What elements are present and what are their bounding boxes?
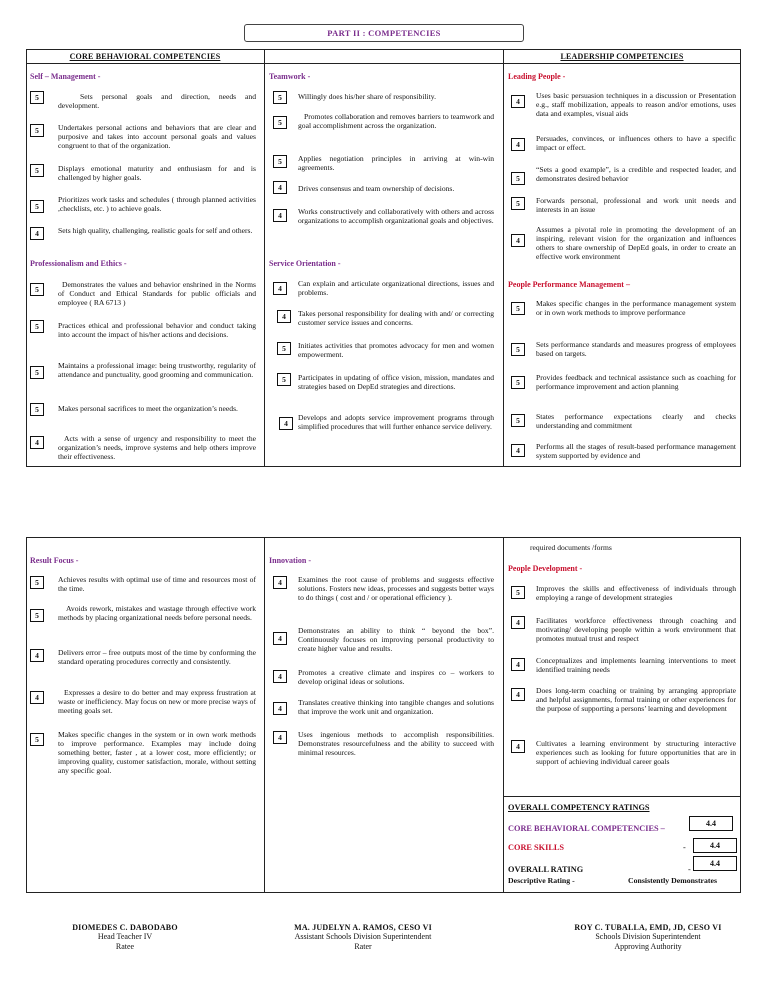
competency-text: Participates in updating of office vision, mission, mandates and strategies based on DepEd strategies and directions. [298,373,494,391]
score-box: 4 [511,444,525,457]
section-innovation: Innovation - [269,556,312,565]
competency-text: Sets performance standards and measures progress of employees based on targets. [536,340,736,358]
core-competencies-header: CORE BEHAVIORAL COMPETENCIES [69,52,221,61]
score-box: 5 [511,586,525,599]
signatory-ratee [40,923,210,951]
competency-text: Drives consensus and team ownership of decisions. [298,184,455,193]
competency-text: Delivers error – free outputs most of the time by conforming the standard operating procedures correctly and consistently. [58,648,256,666]
score-box: 5 [511,197,525,210]
competency-text: Works constructively and collaboratively with others and across organizations to accomplish organizational goals and objectives. [298,207,494,225]
competency-text: Avoids rework, mistakes and wastage through effective work methods by placing organizational needs before personal needs. [58,604,256,622]
section-teamwork: Teamwork - [269,72,311,81]
competency-text: Practices ethical and professional behavior and conduct taking into account the impact of his/her actions and decisions. [58,321,256,339]
signatory-name: ROY C. TUBALLA, EMD, JD, CESO VI [574,923,722,932]
section-people-performance: People Performance Management – [508,280,630,289]
score-box: 4 [30,436,44,449]
score-box: 4 [511,688,525,701]
score-box: 5 [273,116,287,129]
signatory-position: Schools Division Superintendent [595,932,701,942]
signatory-role: Ratee [115,941,135,951]
score-box: 5 [30,733,44,746]
competency-text: States performance expectations clearly and checks understanding and commitment [536,412,736,430]
score-box: 5 [277,342,291,355]
overall-rating-dash: - [688,865,691,874]
competency-text: Develops and adopts service improvement programs through simplified procedures that will further enhance service delivery. [298,413,494,431]
score-box: 4 [273,282,287,295]
score-box: 5 [30,91,44,104]
score-box: 5 [511,414,525,427]
score-box: 5 [511,343,525,356]
score-box: 4 [30,227,44,240]
competency-text: Sets personal goals and direction, needs and development. [58,92,256,110]
divider [503,49,504,467]
score-box: 5 [511,172,525,185]
competency-text: Achieves results with optimal use of time and resources most of the time. [58,575,256,593]
signatory-approving-authority [548,923,748,951]
competency-text: Cultivates a learning environment by structuring interactive experiences such as looking for future opportunities that are in support of achieving individual career goals [536,739,736,766]
competency-text: Acts with a sense of urgency and responsibility to meet the organization’s needs, improve systems and help others improve their effectiveness. [58,434,256,461]
section-service-orientation: Service Orientation - [269,259,341,268]
score-box: 4 [30,691,44,704]
competency-text: Provides feedback and technical assistance such as coaching for performance improvement and action planning [536,373,736,391]
descriptive-rating-label: Descriptive Rating - [508,876,575,885]
section-leading-people: Leading People - [508,72,566,81]
score-box: 5 [30,124,44,137]
signatory-role: Approving Authority [614,941,682,951]
competency-text: Prioritizes work tasks and schedules ( through planned activities ,checklists, etc. ) to achieve goals. [58,195,256,213]
score-box: 5 [30,164,44,177]
divider [503,537,504,893]
score-box: 5 [30,403,44,416]
competency-text: Undertakes personal actions and behaviors that are clear and purposive and takes into account personal goals and values congruent to that of the organization. [58,123,256,150]
core-behavioral-rating: 4.4 [689,816,733,831]
signatory-rater [268,923,458,951]
score-box: 5 [277,373,291,386]
competency-text: Uses basic persuasion techniques in a discussion or Presentation e.g., staff mobilization, appeals to reason and/or emotions, uses data and examples, visual aids [536,91,736,118]
score-box: 4 [273,731,287,744]
competency-text: Improves the skills and effectiveness of individuals through employing a range of development strategies [536,584,736,602]
competency-text: Applies negotiation principles in arriving at win-win agreements. [298,154,494,172]
signatory-position: Head Teacher IV [97,932,153,942]
section-self-management: Self – Management - [30,72,101,81]
ratings-heading: OVERALL COMPETENCY RATINGS [508,803,650,812]
score-box: 4 [277,310,291,323]
competency-text: Makes specific changes in the system or in own work methods to improve performance. Examples may include doing something better, faster , at a lower cost, more efficiently; or improving quality, customer satisfaction, morale, without setting any specific goal. [58,730,256,775]
competency-text: Willingly does his/her share of responsibility. [298,92,436,101]
competency-text: “Sets a good example”, is a credible and respected leader, and demonstrates desired behavior [536,165,736,183]
score-box: 5 [273,155,287,168]
continued-note: required documents /forms [530,543,612,552]
section-people-development: People Development - [508,564,583,573]
score-box: 5 [30,283,44,296]
competency-text: Demonstrates the values and behavior enshrined in the Norms of Conduct and Ethical Standards for public officials and employee ( RA 6713 ) [58,280,256,307]
score-box: 5 [30,200,44,213]
score-box: 4 [273,702,287,715]
signatory-name: DIOMEDES C. DABODABO [72,923,178,932]
score-box: 4 [511,234,525,247]
core-skills-rating: 4.4 [693,838,737,853]
competency-text: Persuades, convinces, or influences others to have a specific impact or effect. [536,134,736,152]
competency-text: Takes personal responsibility for dealing with and/ or correcting customer service issues and concerns. [298,309,494,327]
page-title: PART II : COMPETENCIES [244,24,524,42]
competency-text: Promotes a creative climate and inspires co – workers to develop original ideas or solutions. [298,668,494,686]
score-box: 4 [273,209,287,222]
competency-text: Can explain and articulate organizational directions, issues and problems. [298,279,494,297]
divider [503,796,741,797]
competency-text: Conceptualizes and implements learning interventions to meet identified training needs [536,656,736,674]
competency-text: Performs all the stages of result-based performance management system supported by evidence and [536,442,736,460]
score-box: 5 [511,376,525,389]
leadership-competencies-header: LEADERSHIP COMPETENCIES [560,52,684,61]
score-box: 4 [511,138,525,151]
score-box: 4 [273,181,287,194]
score-box: 5 [511,302,525,315]
core-skills-label: CORE SKILLS [508,843,565,852]
score-box: 4 [511,658,525,671]
score-box: 4 [273,632,287,645]
score-box: 4 [511,740,525,753]
score-box: 4 [511,616,525,629]
competency-text: Does long-term coaching or training by arranging appropriate and helpful assignments, formal training or other experiences for the purpose of supporting a persons’ learning and development [536,686,736,713]
score-box: 4 [273,670,287,683]
core-behavioral-label: CORE BEHAVIORAL COMPETENCIES – [508,824,665,833]
score-box: 4 [511,95,525,108]
competency-text: Uses ingenious methods to accomplish responsibilities. Demonstrates resourcefulness and the ability to succeed with minimal resources. [298,730,494,757]
signatory-name: MA. JUDELYN A. RAMOS, CESO VI [294,923,432,932]
competency-text: Examines the root cause of problems and suggests effective solutions. Fosters new ideas, processes and suggests better ways to do things ( cost and / or operational efficiency ). [298,575,494,602]
score-box: 4 [273,576,287,589]
score-box: 4 [279,417,293,430]
score-box: 4 [30,649,44,662]
overall-rating-label: OVERALL RATING [508,865,584,874]
score-box: 5 [30,576,44,589]
competency-text: Makes personal sacrifices to meet the organization’s needs. [58,404,238,413]
competency-text: Facilitates workforce effectiveness through coaching and motivating/ developing people within a work environment that promotes mutual trust and respect [536,616,736,643]
competency-text: Maintains a professional image: being trustworthy, regularity of attendance and punctuality, good grooming and communication. [58,361,256,379]
competency-text: Sets high quality, challenging, realistic goals for self and others. [58,226,253,235]
signatory-role: Rater [354,941,372,951]
score-box: 5 [30,609,44,622]
competency-text: Initiates activities that promotes advocacy for men and women empowerment. [298,341,494,359]
descriptive-rating-value: Consistently Demonstrates [628,876,718,885]
competency-text: Displays emotional maturity and enthusiasm for and is challenged by higher goals. [58,164,256,182]
divider [264,537,265,893]
overall-rating-value: 4.4 [693,856,737,871]
divider [264,49,265,467]
competency-text: Demonstrates an ability to think “ beyond the box”. Continuously focuses on improving personal productivity to create higher value and results. [298,626,494,653]
divider [26,63,741,64]
score-box: 5 [30,320,44,333]
score-box: 5 [273,91,287,104]
competency-text: Translates creative thinking into tangible changes and solutions that improve the work unit and organization. [298,698,494,716]
competency-text: Assumes a pivotal role in promoting the development of an inspiring, relevant vision for the organization and influences others to share ownership of DepEd goals, in order to create an effective work environment [536,225,736,261]
section-result-focus: Result Focus - [30,556,79,565]
score-box: 5 [30,366,44,379]
competency-text: Expresses a desire to do better and may express frustration at waste or inefficiency. May focus on new or more precise ways of meeting goals set. [58,688,257,715]
competency-text: Forwards personal, professional and work unit needs and interests in an issue [536,196,736,214]
core-skills-dash: - [683,843,686,852]
signatory-position: Assistant Schools Division Superintendent [294,932,432,942]
section-professionalism: Professionalism and Ethics - [30,259,127,268]
competency-text: Makes specific changes in the performance management system or in own work methods to improve performance [536,299,736,317]
competency-text: Promotes collaboration and removes barriers to teamwork and goal accomplishment across the organization. [298,112,494,130]
